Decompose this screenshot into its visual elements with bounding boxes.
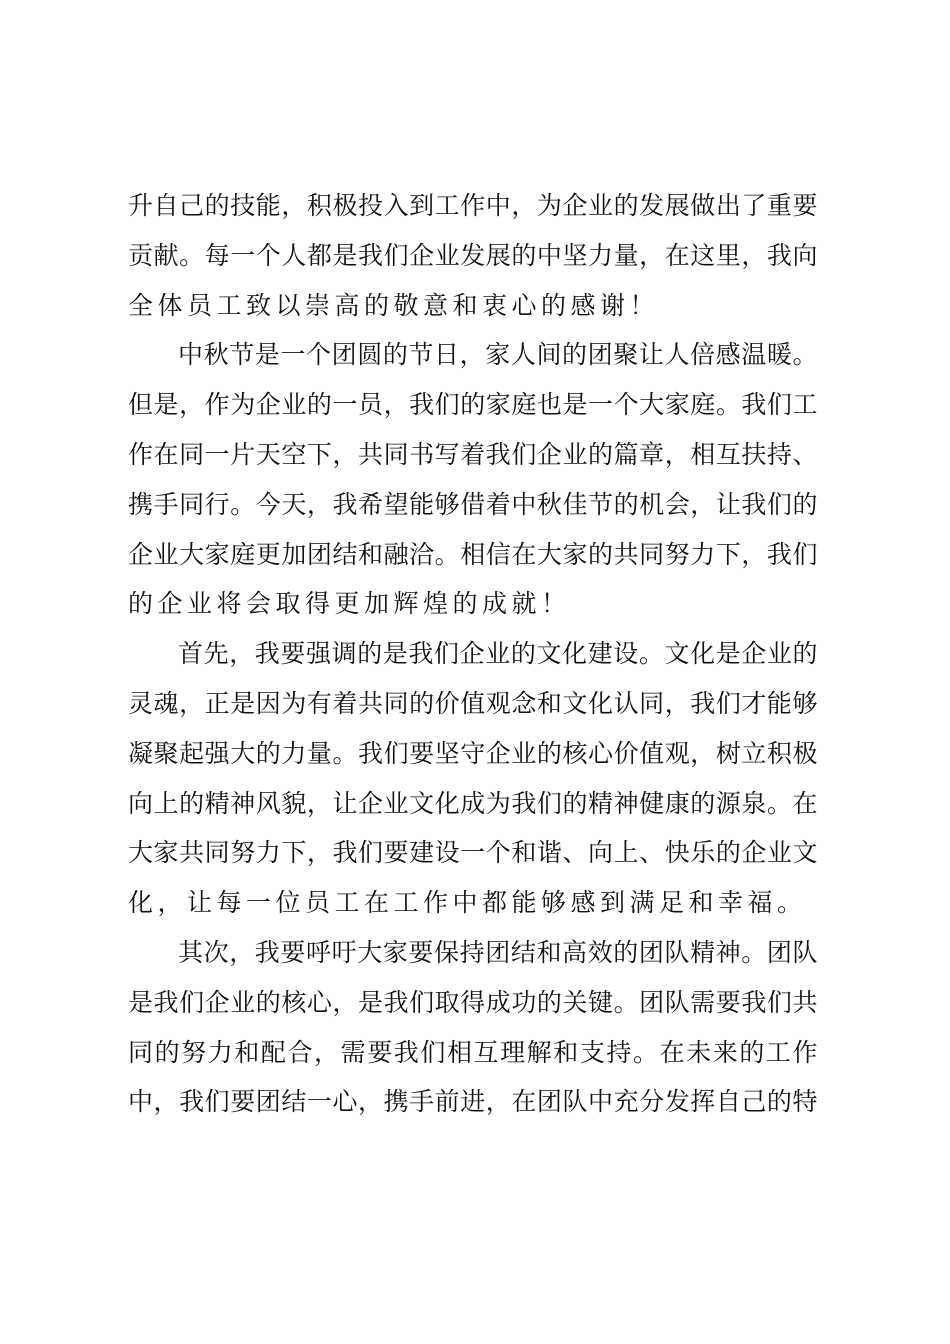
text-line: 升自己的技能，积极投入到工作中，为企业的发展做出了重要 xyxy=(128,191,818,220)
text-line: 向上的精神风貌，让企业文化成为我们的精神健康的源泉。在 xyxy=(128,788,818,818)
text-line: 企业大家庭更加团结和融洽。相信在大家的共同努力下，我们 xyxy=(128,539,818,569)
text-line: 作在同一片天空下，共同书写着我们企业的篇章，相互扶持、 xyxy=(128,439,818,469)
text-line: 是我们企业的核心，是我们取得成功的关键。团队需要我们共 xyxy=(128,987,818,1017)
text-line: 贡献。每一个人都是我们企业发展的中坚力量，在这里，我向 xyxy=(128,240,818,270)
text-line: 大家共同努力下，我们要建设一个和谐、向上、快乐的企业文 xyxy=(128,838,818,868)
paragraph-4 xyxy=(128,928,818,1127)
text-line: 其次，我要呼吁大家要保持团结和高效的团队精神。团队 xyxy=(178,937,818,967)
text-line: 中，我们要团结一心，携手前进，在团队中充分发挥自己的特 xyxy=(128,1087,818,1117)
paragraph-1 xyxy=(128,181,818,330)
text-line: 但是，作为企业的一员，我们的家庭也是一个大家庭。我们工 xyxy=(128,390,818,420)
text-line: 化，让每一位员工在工作中都能够感到满足和幸福。 xyxy=(128,888,807,918)
text-line: 灵魂，正是因为有着共同的价值观念和文化认同，我们才能够 xyxy=(128,688,818,718)
text-line: 全体员工致以崇高的敬意和衷心的感谢！ xyxy=(128,290,660,320)
text-line: 中秋节是一个团圆的节日，家人间的团聚让人倍感温暖。 xyxy=(178,340,818,370)
text-line: 同的努力和配合，需要我们相互理解和支持。在未来的工作 xyxy=(128,1037,818,1067)
text-line: 首先，我要强调的是我们企业的文化建设。文化是企业的 xyxy=(178,639,818,669)
document-body xyxy=(128,181,818,1127)
text-line: 凝聚起强大的力量。我们要坚守企业的核心价值观，树立积极 xyxy=(128,738,818,768)
paragraph-3 xyxy=(128,629,818,928)
text-line: 携手同行。今天，我希望能够借着中秋佳节的机会，让我们的 xyxy=(128,489,818,519)
paragraph-2 xyxy=(128,330,818,629)
text-line: 的企业将会取得更加辉煌的成就！ xyxy=(128,589,571,619)
